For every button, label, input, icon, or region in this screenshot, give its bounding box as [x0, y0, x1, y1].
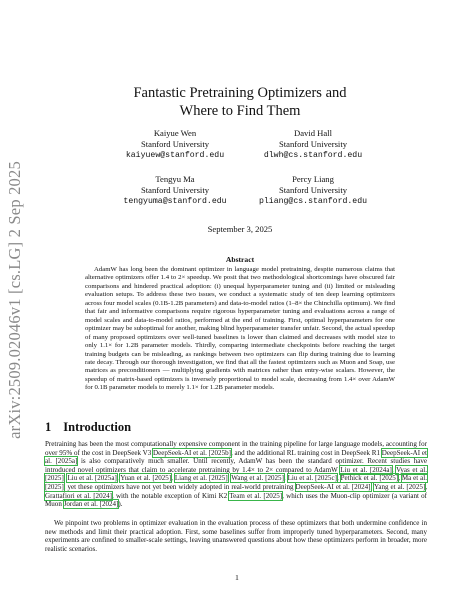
- citation-link[interactable]: Team et al. [2025]: [229, 491, 283, 500]
- citation-link[interactable]: Liu et al. [2025a]: [67, 474, 117, 483]
- citation-link[interactable]: Grattafiori et al. [2024]: [45, 491, 113, 500]
- author-affiliation: Stanford University: [278, 185, 348, 195]
- arxiv-identifier: arXiv:2509.02046v1 [cs.LG] 2 Sep 2025: [5, 161, 24, 439]
- citation-link[interactable]: Vyas et al. [2025]: [45, 465, 427, 483]
- citation-link[interactable]: Yuan et al. [2025]: [120, 474, 172, 483]
- author-name: Tengyu Ma: [155, 174, 195, 184]
- citation-link[interactable]: Liu et al. [2025c]: [287, 474, 337, 483]
- paper-title-line-1: Fantastic Pretraining Optimizers and: [133, 85, 347, 101]
- author-name: David Hall: [294, 128, 332, 138]
- intro-paragraph-2: We pinpoint two problems in optimizer evaluation in the evaluation process of these optimizers that both undermine confidence in new methods and limit their practical adoption. First, some baselines suffer from improperly tuned hyperparameters. Second, many experiments are confined to smaller-scale settings, leaving unanswered questions about how these optimizers perform in broader, more realistic scenarios.: [45, 519, 427, 553]
- author-name: Kaiyue Wen: [153, 128, 197, 138]
- author-email[interactable]: dlwh@cs.stanford.edu: [263, 151, 363, 160]
- author-name: Percy Liang: [292, 174, 334, 184]
- author-affiliation: Stanford University: [140, 139, 210, 149]
- citation-link[interactable]: DeepSeek-AI et al. [2024]: [295, 482, 371, 491]
- section-title: Introduction: [63, 420, 132, 434]
- author-email[interactable]: kaiyuew@stanford.edu: [125, 151, 225, 160]
- citation-link[interactable]: Ma et al. [2025]: [45, 474, 427, 491]
- citation-link[interactable]: Liang et al. [2025]: [174, 474, 228, 483]
- citation-link[interactable]: Wang et al. [2025]: [231, 474, 284, 483]
- citation-link[interactable]: Yang et al. [2025]: [374, 482, 426, 491]
- author-affiliation: Stanford University: [140, 185, 210, 195]
- abstract-heading: Abstract: [225, 255, 255, 264]
- citation-link[interactable]: DeepSeek-AI et al. [2025b]: [153, 448, 231, 457]
- citation-link[interactable]: DeepSeek-AI et al. [2025a]: [45, 448, 427, 466]
- citation-link[interactable]: Jordan et al. [2024]: [63, 500, 119, 509]
- author-email[interactable]: tengyuma@stanford.edu: [123, 197, 227, 206]
- paper-date: September 3, 2025: [207, 224, 273, 234]
- citation-link[interactable]: Pethick et al. [2025]: [340, 474, 399, 483]
- author-block: [95, 174, 255, 207]
- citation-link[interactable]: Liu et al. [2024a]: [340, 465, 392, 474]
- author-block: [95, 128, 255, 161]
- author-block: [233, 174, 393, 207]
- paper-title-line-2: Where to Find Them: [179, 103, 301, 119]
- author-affiliation: Stanford University: [278, 139, 348, 149]
- author-email[interactable]: pliang@cs.stanford.edu: [258, 197, 368, 206]
- page-number: 1: [235, 573, 239, 582]
- section-heading: [45, 420, 131, 435]
- author-block: [233, 128, 393, 161]
- intro-paragraph-1: Pretraining has been the most computationally expensive component in the training pipeline for large language models, accounting for over 95% of the cost in DeepSeek V3 DeepSeek-AI et al. [2025b], and the additional RL training cost in DeepSeek R1 DeepSeek-AI et al. [2025a] is also comparatively much smaller. Until recently, AdamW has been the standard optimizer. Recent studies have introduced novel optimizers that claim to accelerate pretraining by 1.4× to 2× compared to AdamW Liu et al. [2024a], Vyas et al. [2025], Liu et al. [2025a], Yuan et al. [2025], Liang et al. [2025], Wang et al. [2025], Liu et al. [2025c], Pethick et al. [2025], Ma et al. [2025], yet these optimizers have not yet been widely adopted in real-world pretraining DeepSeek-AI et al. [2024], Yang et al. [2025], Grattafiori et al. [2024], with the notable exception of Kimi K2 Team et al. [2025], which uses the Muon-clip optimizer (a variant of Muon Jordan et al. [2024]).: [45, 440, 427, 509]
- abstract-text: AdamW has long been the dominant optimizer in language model pretraining, despite numerous claims that alternative optimizers offer 1.4 to 2× speedup. We posit that two methodological shortcomings have obscured fair comparisons and hindered practical adoption: (i) unequal hyperparameter tuning and (ii) limited or misleading evaluation setups. To address these two issues, we conduct a systematic study of ten deep learning optimizers across four model scales (0.1B-1.2B parameters) and data-to-model ratios (1–8× the Chinchilla optimum). We find that fair and informative comparisons require rigorous hyperparameter tuning and evaluations across a range of model scales and data-to-model ratios, performed at the end of training. First, optimal hyperparameters for one optimizer may be suboptimal for another, making blind hyperparameter transfer unfair. Second, the actual speedup of many proposed optimizers over well-tuned baselines is lower than claimed and decreases with model size to only 1.1× for 1.2B parameter models. Thirdly, comparing intermediate checkpoints before reaching the target training budgets can be misleading, as rankings between two optimizers can flip during training due to learning rate decay. Through our thorough investigation, we find that all the fastest optimizers such as Muon and Soap, use matrices as preconditioners — multiplying gradients with matrices rather than entry-wise scalars. However, the speedup of matrix-based optimizers is inversely proportional to model scale, decreasing from 1.4× over AdamW for 0.1B parameter models to merely 1.1× for 1.2B parameter models.: [85, 266, 395, 392]
- section-number: 1: [45, 420, 52, 434]
